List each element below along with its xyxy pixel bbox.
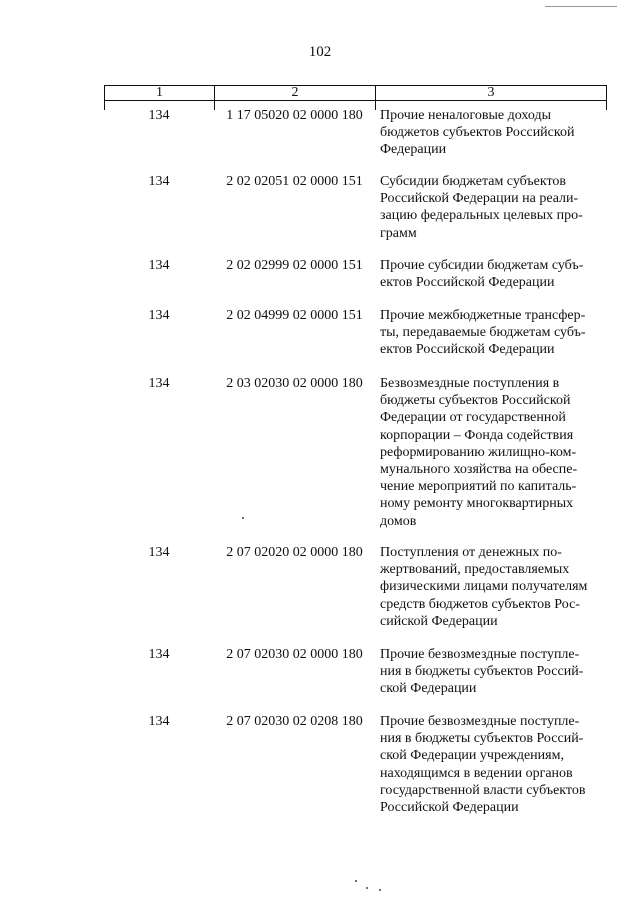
description-line: ской Федерации <box>380 681 477 697</box>
budget-code-cell: 2 02 02051 02 0000 151 <box>226 174 363 189</box>
admin-code-cell: 134 <box>148 308 170 323</box>
description-line: Безвозмездные поступления в <box>380 376 560 391</box>
description-line: Российской Федерации <box>380 800 519 816</box>
description-line: ской Федерации учреждениям, <box>380 748 564 764</box>
description-line: чение мероприятий по капиталь- <box>380 479 577 495</box>
description-cell <box>380 544 608 630</box>
description-line: Прочие субсидии бюджетам субъ- <box>380 258 584 273</box>
description-line: государственной власти субъектов <box>380 782 586 798</box>
top-corner-rule <box>545 6 617 7</box>
admin-code-cell: 134 <box>148 376 170 391</box>
description-line: физическими лицами получателям <box>380 579 588 595</box>
description-line: ектов Российской Федерации <box>380 275 555 291</box>
description-line: Прочие неналоговые доходы <box>380 108 552 123</box>
description-line: зацию федеральных целевых про- <box>380 208 583 224</box>
description-line: домов <box>380 513 417 529</box>
description-line: корпорации – Фонда содействия <box>380 427 574 443</box>
description-line: Прочие безвозмездные поступле- <box>380 714 580 729</box>
description-line: ты, передаваемые бюджетам субъ- <box>380 325 586 341</box>
scan-speck <box>366 887 368 889</box>
budget-code-cell: 2 03 02030 02 0000 180 <box>226 376 363 391</box>
budget-code-cell: 2 07 02020 02 0000 180 <box>226 545 363 560</box>
description-line: ному ремонту многоквартирных <box>380 496 574 512</box>
description-cell <box>380 646 608 698</box>
description-line: средств бюджетов субъектов Рос- <box>380 596 580 612</box>
admin-code-cell: 134 <box>148 174 170 189</box>
budget-code-cell: 1 17 05020 02 0000 180 <box>226 108 363 123</box>
description-cell <box>380 375 608 530</box>
admin-code-cell: 134 <box>148 108 170 123</box>
table-divider-2 <box>375 100 376 110</box>
description-line: мунального хозяйства на обеспе- <box>380 462 578 478</box>
description-line: реформированию жилищно-ком- <box>380 444 577 460</box>
budget-code-cell: 2 02 02999 02 0000 151 <box>226 258 363 273</box>
budget-code-cell: 2 02 04999 02 0000 151 <box>226 308 363 323</box>
budget-code-cell: 2 07 02030 02 0208 180 <box>226 714 363 729</box>
description-line: грамм <box>380 225 417 241</box>
scan-speck <box>379 889 381 891</box>
description-cell <box>380 307 608 359</box>
description-line: ния в бюджеты субъектов Россий- <box>380 664 584 680</box>
admin-code-cell: 134 <box>148 545 170 560</box>
header-col-1: 1 <box>105 86 215 100</box>
description-line: Прочие безвозмездные поступле- <box>380 647 580 662</box>
admin-code-cell: 134 <box>148 647 170 662</box>
description-line: Федерации от государственной <box>380 410 566 426</box>
description-line: Субсидии бюджетам субъектов <box>380 174 567 189</box>
description-cell <box>380 173 608 242</box>
description-cell <box>380 257 608 291</box>
description-line: сийской Федерации <box>380 613 498 629</box>
description-line: бюджетов субъектов Российской <box>380 125 575 141</box>
description-line: ектов Российской Федерации <box>380 342 555 358</box>
header-col-2: 2 <box>215 86 376 100</box>
description-line: Поступления от денежных по- <box>380 545 562 560</box>
admin-code-cell: 134 <box>148 258 170 273</box>
description-line: Прочие межбюджетные трансфер- <box>380 308 586 323</box>
description-cell <box>380 107 608 159</box>
description-cell <box>380 713 608 816</box>
description-line: бюджеты субъектов Российской <box>380 393 571 409</box>
description-line: Федерации <box>380 142 447 158</box>
header-col-3: 3 <box>487 85 495 100</box>
description-line: ния в бюджеты субъектов Россий- <box>380 731 584 747</box>
description-line: находящимся в ведении органов <box>380 765 573 781</box>
description-line: жертвований, предоставляемых <box>380 562 570 578</box>
scan-speck <box>355 880 357 882</box>
budget-code-cell: 2 07 02030 02 0000 180 <box>226 647 363 662</box>
scan-speck <box>242 517 244 519</box>
page-number: 102 <box>308 44 332 60</box>
admin-code-cell: 134 <box>148 714 170 729</box>
description-line: Российской Федерации на реали- <box>380 191 579 207</box>
table-header <box>104 85 607 101</box>
